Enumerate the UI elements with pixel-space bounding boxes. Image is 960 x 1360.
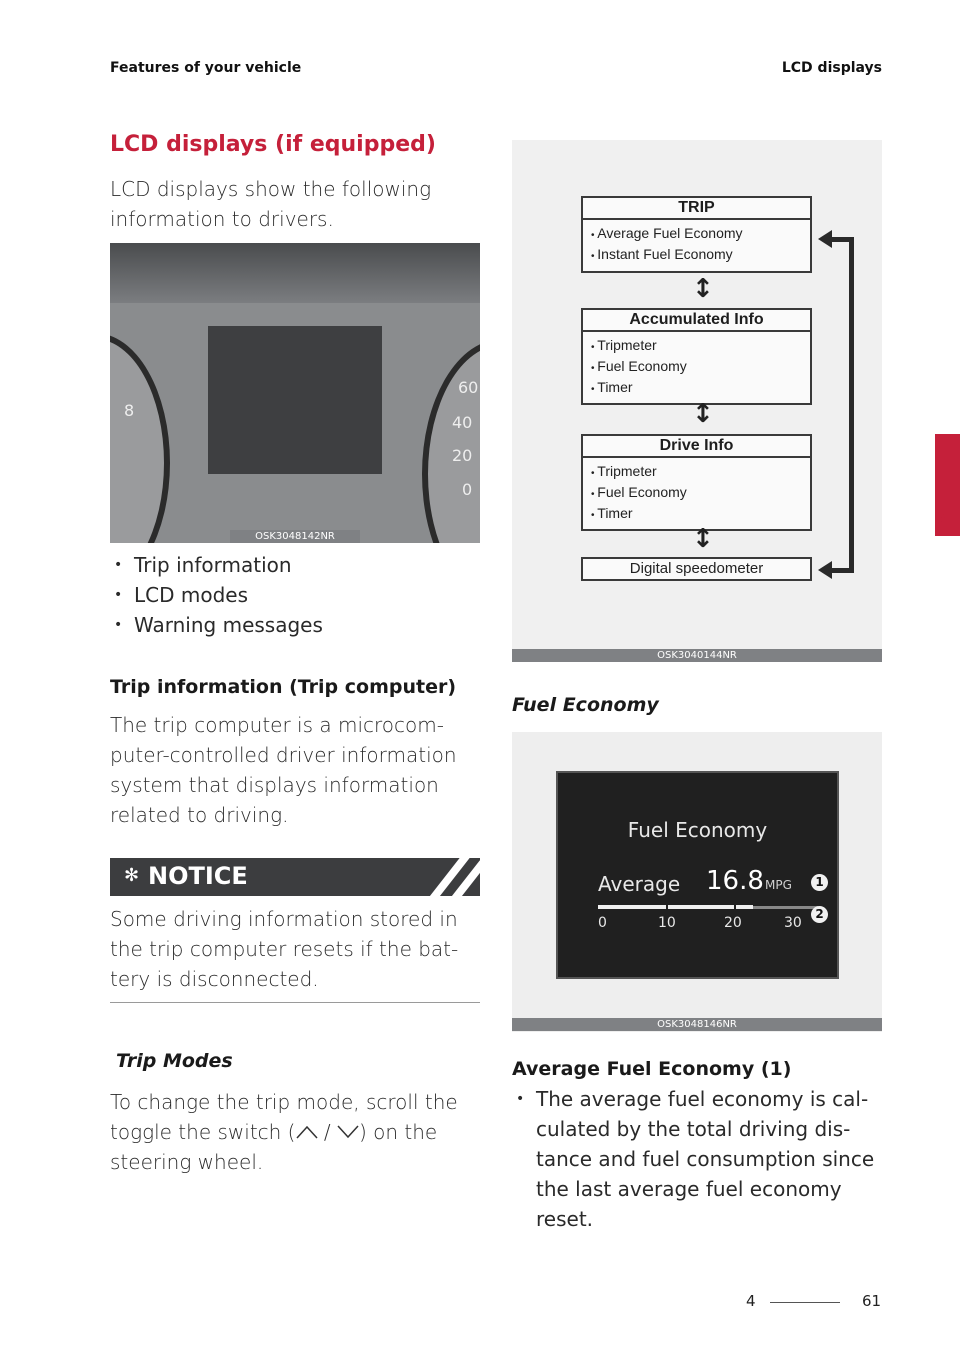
scale-label: 10 xyxy=(658,915,676,931)
gauge-number: 8 xyxy=(124,401,135,420)
trip-paragraph xyxy=(110,710,482,830)
fuel-economy-screen xyxy=(556,771,839,979)
arrow-left-icon xyxy=(818,561,832,579)
fuel-economy-heading: Fuel Economy xyxy=(512,694,659,716)
flow-box-accumulated xyxy=(581,308,812,405)
box-item: • Average Fuel Economy xyxy=(583,224,810,245)
notice-divider xyxy=(110,1002,480,1003)
box-item: • Tripmeter xyxy=(583,336,810,357)
callout-badge-2: 2 xyxy=(811,906,828,923)
scale-label: 20 xyxy=(724,915,742,931)
fuel-economy-value: 16.8 xyxy=(706,866,764,896)
text-line: puter-controlled driver information xyxy=(110,743,457,767)
text-line: related to driving. xyxy=(110,803,289,827)
intro-line: LCD displays show the following xyxy=(110,177,432,201)
running-header-left: Features of your vehicle xyxy=(110,60,302,76)
chevron-down-icon xyxy=(337,1125,359,1139)
chapter-tab-number: 4 xyxy=(938,511,951,532)
page-number: 61 xyxy=(862,1292,882,1310)
double-arrow-icon: ↕ xyxy=(692,274,714,304)
bar-tick xyxy=(734,903,736,911)
list-item: • LCD modes xyxy=(110,580,323,610)
chevron-up-icon xyxy=(296,1125,318,1139)
scale-label: 30 xyxy=(784,915,802,931)
text-line: To change the trip mode, scroll the xyxy=(110,1090,458,1114)
trip-modes-heading: Trip Modes xyxy=(116,1050,233,1072)
figure-code: OSK3040144NR xyxy=(512,649,882,662)
box-title: TRIP xyxy=(583,198,810,220)
gauge-number: 40 xyxy=(452,413,473,432)
intro-line: information to drivers. xyxy=(110,207,334,231)
notice-banner xyxy=(110,858,480,896)
text-line: the trip computer resets if the bat- xyxy=(110,937,459,961)
list-item: • Warning messages xyxy=(110,610,323,640)
gauge-number: 20 xyxy=(452,446,473,465)
trip-heading: Trip information (Trip computer) xyxy=(110,676,457,698)
double-arrow-icon: ↕ xyxy=(692,524,714,554)
right-gauge xyxy=(422,339,480,543)
text-line: system that displays information xyxy=(110,773,439,797)
flow-box-speedometer: Digital speedometer xyxy=(581,557,812,581)
average-label: Average xyxy=(598,872,681,896)
box-title: Drive Info xyxy=(583,436,810,458)
box-item: • Tripmeter xyxy=(583,462,810,483)
list-item: • Trip information xyxy=(110,550,323,580)
fuel-economy-figure xyxy=(512,732,882,1032)
callout-badge-1: 1 xyxy=(811,874,828,891)
text-line: The trip computer is a microcom- xyxy=(110,713,444,737)
figure-code: OSK3048142NR xyxy=(230,530,360,543)
economy-bar-track xyxy=(753,906,818,909)
box-item: • Instant Fuel Economy xyxy=(583,245,810,266)
gauge-number: 0 xyxy=(462,480,473,499)
box-title: Accumulated Info xyxy=(583,310,810,332)
trip-mode-flow-figure xyxy=(512,140,882,662)
text-line: steering wheel. xyxy=(110,1150,264,1174)
double-arrow-icon: ↕ xyxy=(692,399,714,429)
bar-tick xyxy=(666,903,668,911)
economy-bar-fill xyxy=(598,905,753,909)
text-line: toggle the switch ( / ) on the xyxy=(110,1120,438,1144)
notice-text xyxy=(110,904,482,994)
feature-list xyxy=(110,550,323,640)
notice-title: NOTICE xyxy=(148,862,248,890)
chapter-number: 4 xyxy=(746,1292,756,1310)
fuel-economy-unit: MPG xyxy=(765,878,792,892)
flow-box-drive xyxy=(581,434,812,531)
box-item: • Fuel Economy xyxy=(583,357,810,378)
text-line: Some driving information stored in xyxy=(110,907,458,931)
average-fuel-list xyxy=(512,1084,884,1234)
arrow-left-icon xyxy=(818,230,832,248)
scale-label: 0 xyxy=(598,915,607,931)
gauge-number: 60 xyxy=(458,378,479,397)
box-item: • Timer xyxy=(583,378,810,399)
dashboard-figure xyxy=(110,243,480,543)
box-item: • Fuel Economy xyxy=(583,483,810,504)
trip-modes-paragraph xyxy=(110,1087,482,1177)
left-gauge xyxy=(110,333,170,543)
average-fuel-heading: Average Fuel Economy (1) xyxy=(512,1058,792,1080)
intro-paragraph xyxy=(110,174,482,234)
running-header-right: LCD displays xyxy=(781,60,882,76)
lcd-screen xyxy=(208,326,382,474)
text-line: tery is disconnected. xyxy=(110,967,319,991)
section-title: LCD displays (if equipped) xyxy=(110,132,436,157)
flow-box-trip xyxy=(581,196,812,273)
cluster-visor xyxy=(110,243,480,303)
screen-title: Fuel Economy xyxy=(627,818,768,842)
loop-line xyxy=(849,240,854,571)
figure-code: OSK3048146NR xyxy=(512,1018,882,1031)
box-item: • Timer xyxy=(583,504,810,525)
footer-rule xyxy=(770,1302,840,1303)
notice-star-icon: ✻ xyxy=(124,865,140,886)
list-item: • The average fuel economy is cal- culated by the total driving dis- tance and fuel consumption since the last average fuel economy reset. xyxy=(512,1084,884,1234)
